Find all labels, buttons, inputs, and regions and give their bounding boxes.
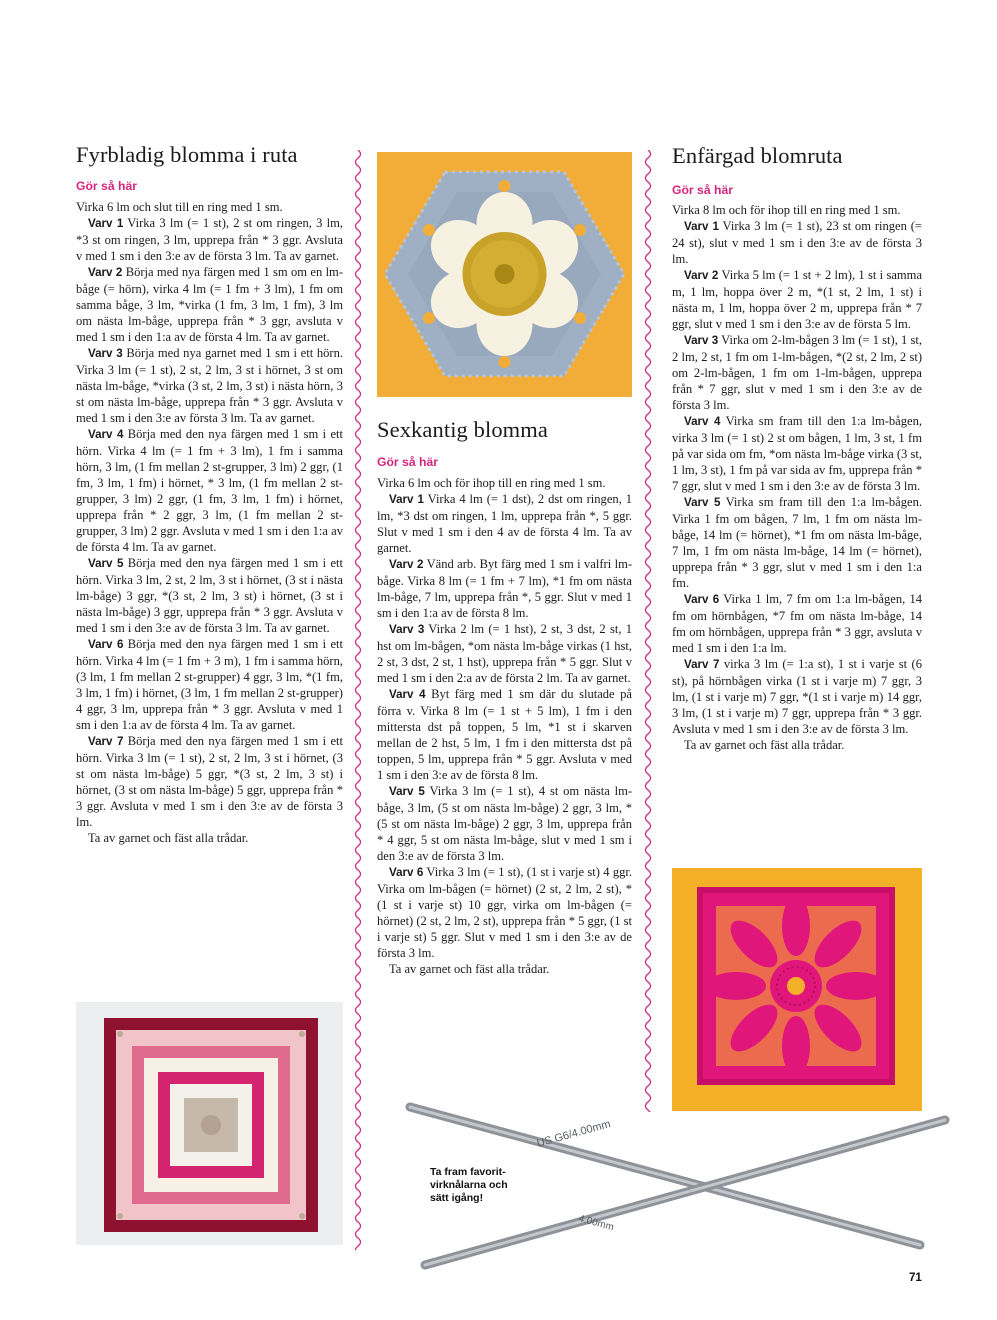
row-instruction: Varv 2 Börja med nya färgen med 1 sm om en lm-båge (= hörn), virka 4 lm (= 1 fm + 3 lm), 1 fm om samma båge, 3 lm, *virka (1 fm, 3 lm, 1 fm), 3 lm om nästa lm-båge, upprepa från * 3 ggr, avsluta v med 1 sm i den 1:a av de första 4 lm. Ta av garnet. <box>76 265 343 344</box>
row-instruction: Varv 4 Börja med den nya färgen med 1 sm i ett hörn. Virka 4 lm (= 1 fm + 3 lm), 1 fm i samma hörn, 3 lm, (1 fm mellan 2 st-grupper, 3 lm) 2 ggr, (1 fm, 3 lm, 1 fm) i hörnet, * 3 lm, (1 fm mellan 2 st-grupper, 3 lm) 2 ggr, (1 fm, 3 lm, 1 fm) i hörnet, upprepa från * 2 ggr, 3 lm, (1 fm mellan 2 st-grupper, 3 lm) 2 ggr. Avsluta v med 1 sm i den 1:a av de första 4 lm. Ta av garnet. <box>76 427 343 554</box>
row-instruction: Varv 4 Virka sm fram till den 1:a lm-bågen, virka 3 lm (= 1 st) 2 st om bågen, 1 lm, 3 st, 1 fm på var sida om fm, *om nästa lm-båge virka (3 st, 1 lm, 3 st), 1 fm på var sida av fm, upprepa från * 7 ggr, slut v med 1 sm i den 3:e av de första 3 lm. <box>672 414 923 493</box>
section-title-four-petal: Fyrbladig blomma i ruta <box>76 142 298 167</box>
outro-text: Ta av garnet och fäst alla trådar. <box>684 738 845 752</box>
column-middle <box>377 417 633 977</box>
photo-solid-square <box>672 868 922 1111</box>
row-instruction: Varv 1 Virka 3 lm (= 1 st), 2 st om ringen, 3 lm, *3 st om ringen, 3 lm, upprepa från * 3 ggr. Avsluta v med 1 sm i den 3:e av de första 3 lm. Ta av garnet. <box>76 216 343 263</box>
intro-text: Virka 8 lm och för ihop till en ring med 1 sm. <box>672 203 901 217</box>
intro-text: Virka 6 lm och för ihop till en ring med 1 sm. <box>377 476 606 490</box>
wavy-divider-left <box>352 150 364 1250</box>
wavy-divider-right <box>642 150 654 1112</box>
column-right <box>672 143 923 753</box>
row-instruction: Varv 3 Virka om 2-lm-bågen 3 lm (= 1 st), 1 st, 2 lm, 2 st, 1 fm om 1-lm-bågen, *(2 st, 2 lm, 2 st) om 2-lm-bågen, 1 fm om 1-lm-bågen, upprepa från * 7 ggr, slut v med 1 sm i den 3:e av de första 3 lm. <box>672 333 922 412</box>
row-instruction: Varv 4 Byt färg med 1 sm där du slutade på förra v. Virka 8 lm (= 1 st + 5 lm), 1 fm i den mittersta dst på toppen, 5 lm, *1 st i skarven mellan de 2 hst, 5 lm, 1 fm i den mittersta dst på toppen, 5 lm, upprepa från * 5 ggr. Avsluta v med 1 sm i den 3:e av de första 8 lm. <box>377 687 632 782</box>
row-instruction: Varv 1 Virka 3 lm (= 1 st), 23 st om ringen (= 24 st), slut v med 1 sm i den 3:e av de första 3 lm. <box>672 219 923 266</box>
section-subtitle: Gör så här <box>377 455 438 469</box>
row-instruction: Varv 1 Virka 4 lm (= 1 dst), 2 dst om ringen, 1 lm, *3 dst om ringen, 1 lm, upprepa från *, 5 ggr. Slut v med 1 sm i den 4 av de första 4 lm. Ta av garnet. <box>377 492 632 555</box>
page-number: 71 <box>909 1272 922 1284</box>
column-left <box>76 142 343 846</box>
row-instruction: Varv 6 Virka 1 lm, 7 fm om 1:a lm-bågen, 14 fm om hörnbågen, *7 fm om nästa lm-båge, 14 fm om hörnbågen, upprepa från * 3 ggr, avsluta v med 1 sm i den 1:a lm. <box>672 592 922 655</box>
section-title-solid-square: Enfärgad blomruta <box>672 143 843 168</box>
hook-label-bottom: 4.00mm <box>577 1213 615 1234</box>
granny-square-crochet-image <box>76 1002 343 1245</box>
section-subtitle: Gör så här <box>672 183 733 197</box>
hexagon-crochet-image <box>377 152 632 397</box>
outro-text: Ta av garnet och fäst alla trådar. <box>88 831 249 845</box>
hooks-caption: Ta fram favorit- virknålarna och sätt igång! <box>430 1166 508 1204</box>
outro-text: Ta av garnet och fäst alla trådar. <box>389 962 550 976</box>
row-instruction: Varv 7 Börja med den nya färgen med 1 sm i ett hörn. Virka 3 lm (= 1 st), 2 st, 2 lm, 3 st i hörnet, (3 st om nästa lm-båge) 5 ggr, *(3 st, 2 lm, 3 st) i hörnet, (3 st om nästa lm-båge) 5 ggr, upprepa från * 3 ggr. Avsluta v med 1 sm i den 3:e av de första 3 lm. <box>76 734 343 829</box>
photo-hexagon-flower <box>377 152 632 397</box>
row-instruction: Varv 3 Virka 2 lm (= 1 hst), 2 st, 3 dst, 2 st, 1 hst om lm-bågen, *om nästa lm-båge virkas (1 hst, 2 st, 3 dst, 2 st, 1 hst), upprepa från * 5 ggr. Slut v med 1 sm i den 2:a av de första 2 lm. Ta av garnet. <box>377 622 632 685</box>
hook-label-top: US G6/4.00mm <box>535 1118 612 1150</box>
row-instruction: Varv 2 Virka 5 lm (= 1 st + 2 lm), 1 st i samma m, 1 lm, hoppa över 2 m, *(1 st, 2 lm, 1 st) i nästa m, 1 lm, hoppa över 2 m, upprepa från * 7 ggr, slut v med 1 sm i den 3:e av de första 5 lm. <box>672 268 923 331</box>
intro-text: Virka 6 lm och slut till en ring med 1 sm. <box>76 200 283 214</box>
row-instruction: Varv 6 Virka 3 lm (= 1 st), (1 st i varje st) 4 ggr. Virka om lm-bågen (= hörnet) (2 st, 2 lm, 2 st), *(1 st i varje st) 10 ggr, virka om lm-bågen (= hörnet) (2 st, 2 lm, 2 st), upprepa från * 5 ggr, (1 st i varje st) 5 ggr. Slut v med 1 sm i den 3:e av de första 3 lm. <box>377 865 633 960</box>
row-instruction: Varv 5 Virka 3 lm (= 1 st), 4 st om nästa lm-båge, 3 lm, (5 st om nästa lm-båge) 2 ggr, 3 lm, *(5 st om nästa lm-båge) 2 ggr, 3 lm, upprepa från * 4 ggr, 5 st om nästa lm-båge, slut v med 1 sm i den 3:e av de första 3 lm. <box>377 784 633 863</box>
row-instruction: Varv 5 Virka sm fram till den 1:a lm-bågen. Virka 1 fm om bågen, 7 lm, 1 fm om nästa lm-båge, 14 lm (= hörnet), *1 fm om nästa lm-båge, 7 lm, 1 fm om nästa lm-båge, 14 lm (= hörnet), upprepa från * 3 ggr, slut v med 1 sm i den 1:a fm. <box>672 495 923 590</box>
section-title-hexagon: Sexkantig blomma <box>377 417 548 442</box>
pink-square-crochet-image <box>672 868 922 1111</box>
section-subtitle: Gör så här <box>76 179 137 193</box>
row-instruction: Varv 2 Vänd arb. Byt färg med 1 sm i valfri lm-båge. Virka 8 lm (= 1 fm + 7 lm), *1 fm om nästa lm-båge, 7 lm, upprepa från *, 5 ggr. Slut v med 1 sm i den 1:a av de första 8 lm. <box>377 557 633 620</box>
row-instruction: Varv 7 virka 3 lm (= 1:a st), 1 st i varje st (6 st), på hörnbågen virka (1 st i varje m) 7 ggr, 3 lm, (1 st i varje m) 7 ggr, *(1 st i varje m) 14 ggr, 3 lm, (1 st i varje m) 7 ggr, upprepa från * 3 ggr. Avsluta v med 1 sm i den 3:e av de första 3 lm. <box>672 657 922 736</box>
row-instruction: Varv 6 Börja med den nya färgen med 1 sm i ett hörn. Virka 4 lm (= 1 fm + 3 m), 1 fm i samma hörn, (3 lm, 1 fm mellan 2 st-grupper) 4 ggr, 3 lm, *(1 fm, 3 lm, 1 fm) i hörnet, (3 lm, 1 fm mellan 2 st-grupper) 4 ggr, 3 lm, upprepa från * 3 ggr. Avsluta v med 1 sm i den 1:a av de första 4 lm. Ta av garnet. <box>76 637 343 732</box>
row-instruction: Varv 5 Börja med den nya färgen med 1 sm i ett hörn. Virka 3 lm, 2 st, 2 lm, 3 st i hörnet, (3 st i nästa lm-båge) 3 ggr, *(3 st, 2 lm, 3 st) i hörnet, (3 st i nästa lm-båge) 3 ggr, upprepa från * 3 ggr. Avsluta v med 1 sm i den 3:e av de första 3 lm. Ta av garnet. <box>76 556 343 635</box>
photo-four-petal-square <box>76 1002 343 1245</box>
row-instruction: Varv 3 Börja med nya garnet med 1 sm i ett hörn. Virka 3 lm (= 1 st), 2 st, 2 lm, 3 st i hörnet, 3 st om nästa lm-båge, *virka (3 st, 2 lm, 3 st) i nästa hörn, 3 st om nästa lm-båge, upprepa från * 3 ggr. Avsluta v med 1 sm i den 3:e av första 3 lm. Ta av garnet. <box>76 346 343 425</box>
